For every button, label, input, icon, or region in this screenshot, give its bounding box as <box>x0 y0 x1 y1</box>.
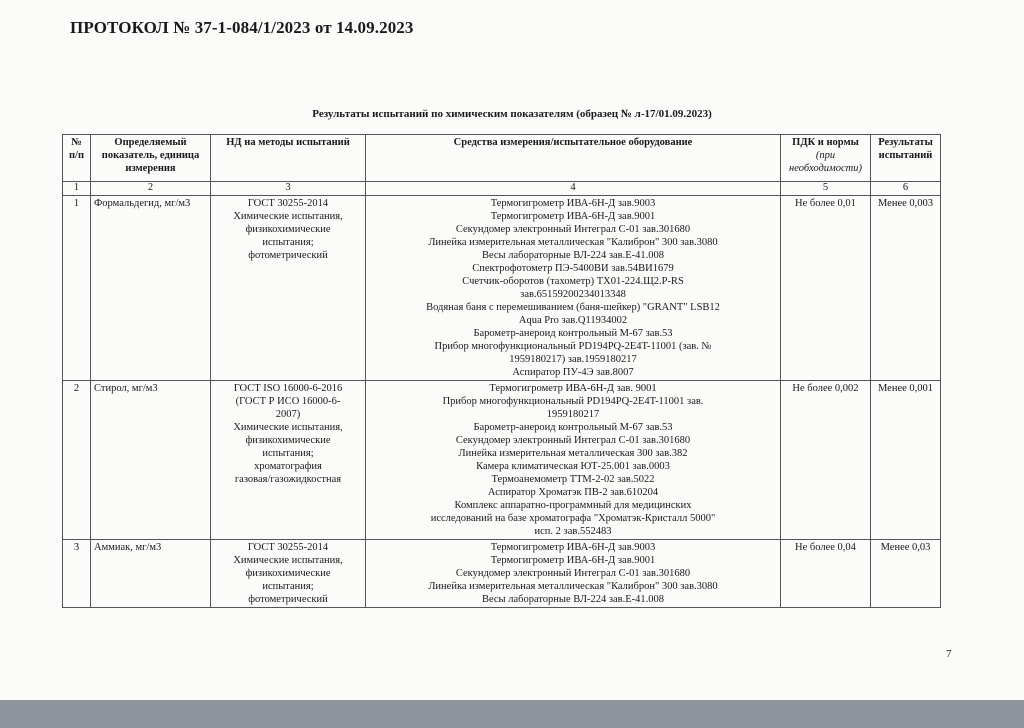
methods-cell <box>211 540 366 608</box>
equipment-cell <box>366 196 781 381</box>
methods-cell-line: 2007) <box>275 409 301 420</box>
header-indicator: Определяемый показатель, единица измерения <box>91 135 211 182</box>
methods-cell-line: Химические испытания, <box>233 422 343 433</box>
methods-cell-line: ГОСТ 30255-2014 <box>247 198 329 209</box>
column-number: 5 <box>781 182 871 196</box>
table-row <box>63 540 941 608</box>
equipment-cell-line: Аспиратор ПУ-4Э зав.8007 <box>512 367 634 378</box>
methods-cell-line: фотометрический <box>248 594 328 605</box>
equipment-cell-line: Комплекс аппаратно-программный для медицинских <box>454 500 692 511</box>
row-number: 1 <box>63 196 91 381</box>
equipment-cell-line: исп. 2 зав.552483 <box>534 526 612 537</box>
column-number-row <box>63 182 941 196</box>
methods-cell-line: фотометрический <box>248 250 328 261</box>
equipment-cell-line: Секундомер электронный Интеграл С-01 зав.301680 <box>455 568 691 579</box>
indicator-cell: Стирол, мг/м3 <box>91 381 211 540</box>
methods-cell-line: ГОСТ ISO 16000-6-2016 <box>233 383 343 394</box>
equipment-cell-line: Барометр-анероид контрольный М-67 зав.53 <box>473 328 673 339</box>
methods-cell <box>211 381 366 540</box>
limit-cell: Не более 0,01 <box>781 196 871 381</box>
methods-cell-line: Химические испытания, <box>233 211 343 222</box>
equipment-cell-line: Весы лабораторные ВЛ-224 зав.Е-41.008 <box>481 250 665 261</box>
column-number: 6 <box>871 182 941 196</box>
equipment-cell-line: Камера климатическая ЮТ-25.001 зав.0003 <box>476 461 670 472</box>
column-number: 3 <box>211 182 366 196</box>
equipment-cell-line: Линейка измерительная металлическая "Калиброн" 300 зав.3080 <box>428 581 718 592</box>
page-number: 7 <box>946 648 952 660</box>
equipment-cell-line: Секундомер электронный Интеграл С-01 зав.301680 <box>455 435 691 446</box>
table-row <box>63 381 941 540</box>
indicator-cell: Формальдегид, мг/м3 <box>91 196 211 381</box>
column-number: 1 <box>63 182 91 196</box>
equipment-cell-line: Прибор многофункциональный PD194PQ-2E4T-11001 (зав. № <box>434 341 712 352</box>
result-cell: Менее 0,003 <box>871 196 941 381</box>
equipment-cell-line: зав.65159200234013348 <box>520 289 626 300</box>
row-number: 2 <box>63 381 91 540</box>
limit-cell: Не более 0,04 <box>781 540 871 608</box>
equipment-cell <box>366 540 781 608</box>
methods-cell-line: газовая/газожидкостная <box>234 474 342 485</box>
equipment-cell-line: Термогигрометр ИВА-6Н-Д зав.9003 <box>490 198 656 209</box>
methods-cell-line: (ГОСТ Р ИСО 16000-6- <box>235 396 341 407</box>
methods-cell-line: Химические испытания, <box>233 555 343 566</box>
equipment-cell-line: Линейка измерительная металлическая 300 зав.382 <box>458 448 688 459</box>
result-cell: Менее 0,03 <box>871 540 941 608</box>
methods-cell-line: физикохимические <box>245 568 331 579</box>
equipment-cell-line: Aqua Pro зав.Q11934002 <box>518 315 628 326</box>
methods-cell-line: физикохимические <box>245 224 331 235</box>
methods-cell-line: испытания; <box>262 581 314 592</box>
header-methods: НД на методы испытаний <box>211 135 366 182</box>
equipment-cell-line: Термогигрометр ИВА-6Н-Д зав. 9001 <box>489 383 657 394</box>
equipment-cell-line: Прибор многофункциональный PD194PQ-2E4T-11001 зав. <box>442 396 704 407</box>
header-number: № п/п <box>63 135 91 182</box>
results-subtitle: Результаты испытаний по химическим показателям (образец № л-17/01.09.2023) <box>312 108 712 120</box>
equipment-cell-line: Секундомер электронный Интеграл С-01 зав.301680 <box>455 224 691 235</box>
equipment-cell-line: Аспиратор Хроматэк ПВ-2 зав.610204 <box>487 487 659 498</box>
indicator-cell: Аммиак, мг/м3 <box>91 540 211 608</box>
row-number: 3 <box>63 540 91 608</box>
equipment-cell-line: 1959180217 <box>546 409 600 420</box>
column-number: 2 <box>91 182 211 196</box>
scan-background <box>0 700 1024 728</box>
protocol-title: ПРОТОКОЛ № 37-1-084/1/2023 от 14.09.2023 <box>70 18 414 37</box>
header-results: Результаты испытаний <box>871 135 941 182</box>
column-number: 4 <box>366 182 781 196</box>
equipment-cell <box>366 381 781 540</box>
methods-cell-line: испытания; <box>262 237 314 248</box>
equipment-cell-line: Водяная баня с перемешиванием (баня-шейкер) "GRANT" LSB12 <box>426 302 720 313</box>
methods-cell-line: испытания; <box>262 448 314 459</box>
equipment-cell-line: исследований на базе хроматографа "Хроматэк-Кристалл 5000" <box>430 513 716 524</box>
methods-cell-line: ГОСТ 30255-2014 <box>247 542 329 553</box>
methods-cell-line: физикохимические <box>245 435 331 446</box>
equipment-cell-line: Линейка измерительная металлическая "Калиброн" 300 зав.3080 <box>428 237 718 248</box>
equipment-cell-line: Термогигрометр ИВА-6Н-Д зав.9001 <box>490 211 656 222</box>
equipment-cell-line: Термоанемометр ТТМ-2-02 зав.5022 <box>491 474 655 485</box>
equipment-cell-line: Термогигрометр ИВА-6Н-Д зав.9001 <box>490 555 656 566</box>
equipment-cell-line: Спектрофотометр ПЭ-5400ВИ зав.54ВИ1679 <box>472 263 674 274</box>
methods-cell <box>211 196 366 381</box>
header-limits: ПДК и нормы (при необходимости) <box>781 135 871 182</box>
result-cell: Менее 0,001 <box>871 381 941 540</box>
table-row <box>63 196 941 381</box>
equipment-cell-line: Термогигрометр ИВА-6Н-Д зав.9003 <box>490 542 656 553</box>
methods-cell-line: хроматография <box>254 461 322 472</box>
limit-cell: Не более 0,002 <box>781 381 871 540</box>
header-equipment: Средства измерения/испытательное оборудование <box>366 135 781 182</box>
equipment-cell-line: Барометр-анероид контрольный М-67 зав.53 <box>473 422 673 433</box>
results-table <box>62 134 941 608</box>
equipment-cell-line: Весы лабораторные ВЛ-224 зав.Е-41.008 <box>481 594 665 605</box>
equipment-cell-line: 1959180217) зав.1959180217 <box>509 354 637 365</box>
equipment-cell-line: Счетчик-оборотов (тахометр) ТХ01-224.Щ2.Р-RS <box>462 276 684 287</box>
table-header-row <box>63 135 941 182</box>
